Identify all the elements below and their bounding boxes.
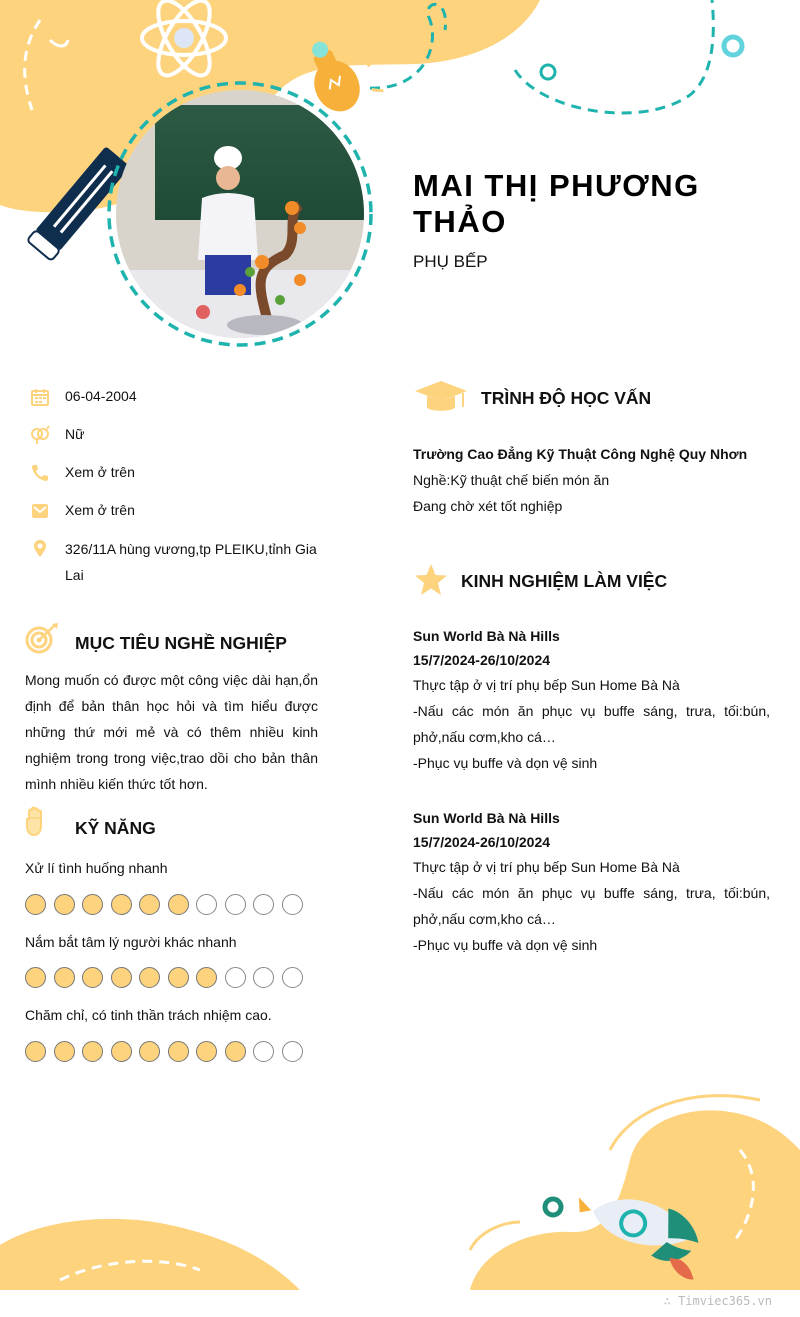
rating-dot-empty bbox=[253, 967, 274, 988]
rating-dot-empty bbox=[282, 1041, 303, 1062]
skill-label: Xử lí tình huống nhanh bbox=[25, 860, 168, 876]
experience-item bbox=[413, 624, 770, 776]
rating-dot-filled bbox=[139, 894, 160, 915]
experience-duty: -Phục vụ buffe và dọn vệ sinh bbox=[413, 755, 598, 771]
rating-dot-filled bbox=[111, 1041, 132, 1062]
rating-dot-filled bbox=[25, 967, 46, 988]
education-major: Nghề:Kỹ thuật chế biến món ăn bbox=[413, 472, 610, 488]
rating-dot-empty bbox=[282, 894, 303, 915]
contact-text: Xem ở trên bbox=[65, 502, 135, 518]
rating-dot-empty bbox=[282, 967, 303, 988]
rating-dot-empty bbox=[253, 894, 274, 915]
rating-dot-filled bbox=[139, 967, 160, 988]
experience-item bbox=[413, 806, 770, 958]
experience-company: Sun World Bà Nà Hills bbox=[413, 628, 560, 644]
location-pin-icon bbox=[30, 539, 50, 559]
rating-dot-filled bbox=[82, 1041, 103, 1062]
objective-title: MỤC TIÊU NGHỀ NGHIỆP bbox=[75, 633, 287, 653]
skill-rating bbox=[25, 967, 303, 989]
experience-company: Sun World Bà Nà Hills bbox=[413, 810, 560, 826]
email-icon bbox=[30, 501, 50, 521]
skill-rating bbox=[25, 894, 303, 916]
contact-text: Nữ bbox=[65, 426, 85, 442]
education-block bbox=[413, 441, 770, 519]
star-icon bbox=[413, 563, 449, 597]
rating-dot-empty bbox=[225, 967, 246, 988]
phone-icon bbox=[30, 463, 50, 483]
rating-dot-filled bbox=[168, 1041, 189, 1062]
target-icon bbox=[24, 622, 60, 654]
rating-dot-filled bbox=[139, 1041, 160, 1062]
gender-icon bbox=[30, 425, 50, 445]
skill-rating bbox=[25, 1041, 303, 1063]
skill-label: Nắm bắt tâm lý người khác nhanh bbox=[25, 934, 237, 950]
rating-dot-filled bbox=[54, 967, 75, 988]
rating-dot-filled bbox=[196, 1041, 217, 1062]
experience-duty: -Nấu các món ăn phục vụ buffe sáng, trưa, tối:bún, phở,nấu cơm,kho cá… bbox=[413, 703, 770, 745]
rating-dot-filled bbox=[25, 1041, 46, 1062]
footer-decoration bbox=[0, 1060, 800, 1317]
experience-position: Thực tập ở vị trí phụ bếp Sun Home Bà Nà bbox=[413, 859, 680, 875]
rating-dot-empty bbox=[225, 894, 246, 915]
experience-position: Thực tập ở vị trí phụ bếp Sun Home Bà Nà bbox=[413, 677, 680, 693]
rating-dot-filled bbox=[82, 894, 103, 915]
contact-text: Xem ở trên bbox=[65, 464, 135, 480]
education-title: TRÌNH ĐỘ HỌC VẤN bbox=[481, 388, 652, 408]
profile-photo bbox=[110, 90, 370, 360]
experience-title: KINH NGHIỆM LÀM VIỆC bbox=[461, 571, 668, 591]
education-status: Đang chờ xét tốt nghiệp bbox=[413, 498, 563, 514]
rating-dot-filled bbox=[111, 894, 132, 915]
calendar-icon bbox=[30, 387, 50, 407]
hand-icon bbox=[24, 806, 48, 838]
rating-dot-filled bbox=[196, 967, 217, 988]
experience-period: 15/7/2024-26/10/2024 bbox=[413, 834, 551, 850]
education-school: Trường Cao Đẳng Kỹ Thuật Công Nghệ Quy Nhơn bbox=[413, 446, 748, 462]
rating-dot-filled bbox=[168, 967, 189, 988]
rating-dot-filled bbox=[54, 894, 75, 915]
job-title: PHỤ BẾP bbox=[413, 252, 488, 271]
watermark: ∴ Timviec365.vn bbox=[663, 1294, 772, 1308]
graduation-cap-icon bbox=[413, 379, 469, 417]
rating-dot-filled bbox=[225, 1041, 246, 1062]
objective-text: Mong muốn có được một công việc dài hạn,ổn định để bản thân học hỏi và tìm hiểu được những thứ mới mẻ và có thêm nhiều kinh nghiệm trong trong việc,trao dồi cho bản thân mình nhiều kiến thức tốt hơn. bbox=[25, 672, 318, 792]
experience-duty: -Nấu các món ăn phục vụ buffe sáng, trưa, tối:bún, phở,nấu cơm,kho cá… bbox=[413, 885, 770, 927]
experience-period: 15/7/2024-26/10/2024 bbox=[413, 652, 551, 668]
skills-title: KỸ NĂNG bbox=[75, 818, 156, 838]
contact-text: 326/11A hùng vương,tp PLEIKU,tỉnh Gia Lai bbox=[65, 541, 317, 583]
rating-dot-empty bbox=[253, 1041, 274, 1062]
experience-duty: -Phục vụ buffe và dọn vệ sinh bbox=[413, 937, 598, 953]
rating-dot-filled bbox=[25, 894, 46, 915]
rating-dot-filled bbox=[168, 894, 189, 915]
rating-dot-filled bbox=[54, 1041, 75, 1062]
candidate-name: MAI THỊ PHƯƠNG THẢO bbox=[413, 168, 700, 239]
rating-dot-filled bbox=[111, 967, 132, 988]
rating-dot-empty bbox=[196, 894, 217, 915]
rating-dot-filled bbox=[82, 967, 103, 988]
skill-label: Chăm chỉ, có tinh thần trách nhiệm cao. bbox=[25, 1007, 272, 1023]
contact-text: 06-04-2004 bbox=[65, 388, 137, 404]
